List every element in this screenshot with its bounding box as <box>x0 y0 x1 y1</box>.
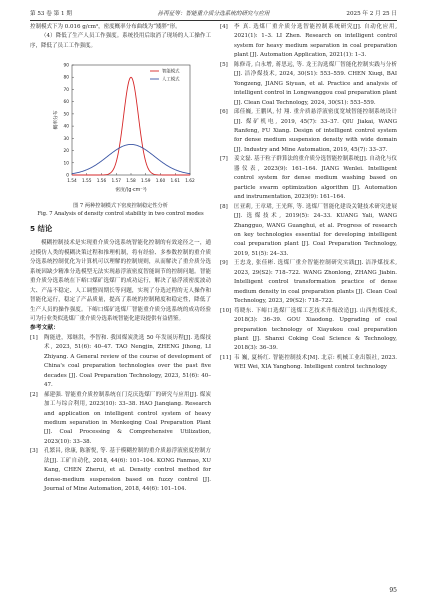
reference-item: [7] 姜文磊. 基于粒子群算法的重介质分选智能控制系统[J]. 自动化与仪器仪表, 2023(9): 161–164. JIANG Wenlei. Intelligent control system for dense medium washing based on particle swarm optimization algorithm [J]. Automation and instrumentation, 2023(9): 161–164. <box>220 156 397 201</box>
running-title: 孙再征等：智能重介质分选系统的研究与应用 <box>157 11 270 17</box>
y-tick-label: 30 <box>63 137 69 143</box>
reference-item: [2] 郝建强. 智能重介质控制系统在门克庆选煤厂的研究与应用[J]. 煤炭加工与综合利用, 2023(10): 33–38. HAO Jianqiang. Research and application on intelligent control system of heavy medium separation in Menkeqing Coal Preparation Plant [J]. Coal Processing & Comprehensive Utilization, 2023(10): 33–38. <box>30 391 211 445</box>
reference-item: [8] 匡亚莉, 王章珺, 王光辉, 等. 选煤厂智能化建设关键技术研究进展[J]. 选煤技术, 2019(5): 24–33. KUANG Yali, WANG Zhangguo, WANG Guanghui, et al. Progress of research on key technologies essential for developing intelligent coal preparation plant [J]. Coal Preparation Technology, 2019, 51(5): 24–33. <box>220 203 397 257</box>
y-tick-label: 60 <box>63 100 69 106</box>
reference-item: [5] 陈修奇, 白永增, 蒋思远, 等. 龙王沟选煤厂智能化控制实践与分析[J]. 洁净煤技术, 2024, 30(S1): 553–559. CHEN Xiuqi, BAI Yongzeng, JIANG Siyuan, et al. Practice and analysis of intelligent control in Longwanggou coal preparation plant [J]. Clean Coal Technology, 2024, 30(S1): 553–559. <box>220 61 397 106</box>
x-tick-label: 1.54 <box>67 179 77 185</box>
paragraph-workload: （4）降低了生产人员工作强度。系统投用后取消了现场的人工操作工序，降低了员工工作强度。 <box>30 33 211 49</box>
x-tick-label: 1.60 <box>155 179 166 185</box>
series-line-1 <box>72 145 190 174</box>
y-tick-label: 40 <box>63 124 69 130</box>
page-header <box>30 7 397 19</box>
right-column <box>220 23 397 373</box>
reference-item: [11] 韦 巍, 夏杨红. 智能控制技术[M]. 北京: 机械工业出版社, 2023. WEI Wei, XIA Yanghong. Intelligent control technology <box>220 354 397 371</box>
y-tick-label: 90 <box>63 63 69 69</box>
reference-item: [1] 陶能进，郑继洪，李智和. 我国煤炭洗选 50 年发展历程[J]. 选煤技术, 2023, 51(6): 40–47. TAO Nengjin, ZHENG Jihong, LI Zhiyang. A General review of the course of development of China's coal preparation technologies over the past five decades [J]. Coal Preparation Technology, 2023, 51(6): 40–47. <box>30 334 211 389</box>
x-tick-label: 1.56 <box>96 179 107 185</box>
y-tick-label: 70 <box>63 88 69 94</box>
reference-item: [3] 孔繁昌, 徐康, 陈浙悦, 等. 基于模糊控制的重介质悬浮液密度控制方法[J]. 工矿自动化, 2018, 44(6): 101–104. KONG Fanmao, XU Kang, CHEN Zherui, et al. Density control method for dense-medium suspension based on fuzzy control [J]. Journal of Mine Automation, 2018, 44(6): 101–104. <box>30 448 211 493</box>
reference-item: [4] 李 真. 选煤厂重介质分选智能控制系统研究[J]. 自动化应用, 2021(1): 1–3. LI Zhen. Research on intelligent control system for heavy medium separation in coal preparation plant [J]. Automation Application, 2021(1): 1–3. <box>220 24 397 59</box>
reference-item: [9] 王忠龙, 张佳彬. 选煤厂重介智能控制研究实践[J]. 洁净煤技术, 2023, 29(S2): 718–722. WANG Zhonlong, ZHANG Jiabin. Intelligent control transformation practice of dense medium density in coal preparation plants [J]. Clean Coal Technology, 2023, 29(S2): 718–722. <box>220 260 397 305</box>
x-tick-label: 1.55 <box>81 179 92 185</box>
y-tick-label: 80 <box>63 76 69 82</box>
figure-caption-en: Fig. 7 Analysis of density control stability in two control modes <box>37 210 204 217</box>
references-heading: 参考文献： <box>30 325 59 332</box>
y-tick-label: 0 <box>66 173 69 179</box>
paragraph-density-result: 控制模式下为 0.016 g/cm³，密度概率分布曲线为“矮胖”形。 <box>30 24 181 30</box>
figure-7 <box>30 53 211 203</box>
paragraph-conclusion: 模糊控制技术是实现重介质分选系统智能化控制的有效途径之一，通过模仿人类的模糊决策过程和推理机制，将有经验、多参数控制的重介质分选系统控制优化为计算机可以理解的控制规则，从而解决了重介质分选系统因缺少精准分选模型无法实现悬浮液密度智能调节的控制问题。智能重介质分选系统在下峪口煤矿选煤厂的成功运行，解决了悬浮液密度波动大、产品不稳定、人工调整周期长等问题，实现了分选过程的无人操作和智能化运行，稳定了产品质量，提高了系统的控制精度和稳定性，降低了生产人员的操作强度。下峪口煤矿选煤厂智能重介质分选系统的成功经验可为行业类似选煤厂重介质分选系统智能化建设提供有益借鉴。 <box>30 240 211 322</box>
section-title-conclusion: 5 结论 <box>30 224 53 234</box>
y-tick-label: 20 <box>63 149 69 155</box>
reference-item: [10] 苟晓东. 下峪口选煤厂选煤工艺技术升级改造[J]. 山西焦煤技术, 2018(3): 36–39. GOU Xiaodong. Upgrading of coal preparation technology of Xiayukou coal preparation plant [J]. Shanxi Coking Coal Science & Technology, 2018(3): 36–39. <box>220 307 397 352</box>
y-tick-label: 10 <box>63 161 69 167</box>
figure-caption-cn: 图 7 两种控制模式下密度控制稳定性分析 <box>73 203 168 210</box>
header-rule <box>30 20 397 21</box>
x-tick-label: 1.61 <box>170 179 181 185</box>
issue-info: 第 53 卷 第 1 期 <box>30 11 72 17</box>
reference-item: [6] 邱佳巍, 王鹏风, 付 翔. 重介质悬浮液密度宽域智能控制系统设计[J]. 煤矿机电, 2019, 45(7): 33–37. QIU Jiakai, WANG Ranfeng, FU Xiang. Design of intelligent control system for dense medium suspension density with wide domain [J]. Industry and Mine Automation, 2019, 45(7): 33–37. <box>220 109 397 153</box>
page-number: 95 <box>389 587 397 594</box>
y-axis-label: 概率分布 <box>54 110 59 130</box>
x-axis-label: 密度/(g·cm⁻³) <box>115 188 147 194</box>
publish-date: 2025 年 2 月 25 日 <box>346 11 397 17</box>
y-tick-label: 50 <box>63 112 69 118</box>
left-column <box>30 23 211 493</box>
x-tick-label: 1.58 <box>126 179 136 185</box>
x-tick-label: 1.57 <box>111 179 122 185</box>
x-tick-label: 1.59 <box>140 179 151 185</box>
series-line-0 <box>72 78 190 176</box>
legend-label-0: 智能模式 <box>162 69 180 75</box>
x-tick-label: 1.62 <box>185 179 195 185</box>
density-distribution-chart <box>30 53 211 203</box>
legend-label-1: 人工模式 <box>162 77 180 83</box>
